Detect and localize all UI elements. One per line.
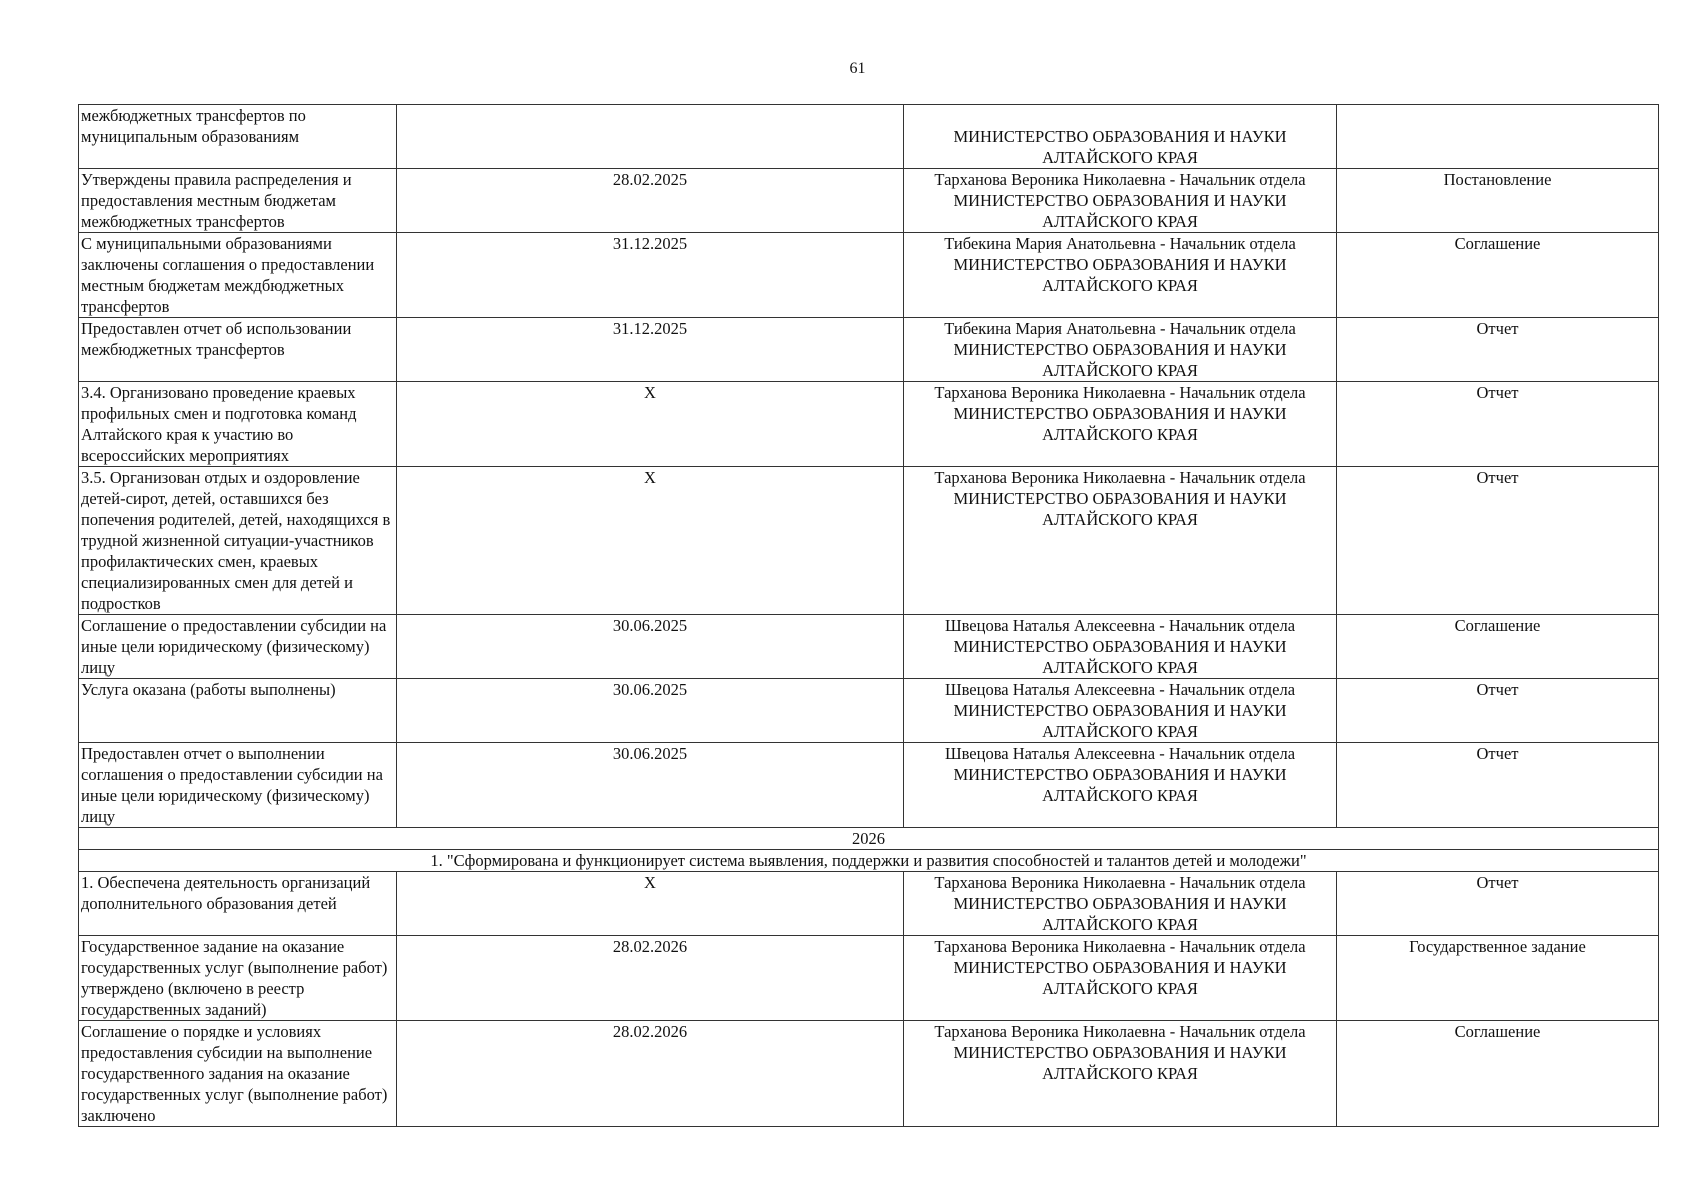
responsible-line: МИНИСТЕРСТВО ОБРАЗОВАНИЯ И НАУКИ: [953, 127, 1287, 146]
page-number: 61: [849, 60, 866, 77]
cell-responsible: [904, 872, 1337, 936]
cell-document: Отчет: [1337, 467, 1659, 615]
table-row: [79, 615, 1659, 679]
cell-event: Соглашение о предоставлении субсидии на иные цели юридическому (физическому) лицу: [79, 615, 397, 679]
cell-responsible: [904, 382, 1337, 467]
responsible-line: МИНИСТЕРСТВО ОБРАЗОВАНИЯ И НАУКИ: [953, 489, 1287, 508]
responsible-line: Тибекина Мария Анатольевна - Начальник отдела: [944, 319, 1296, 338]
cell-document: Соглашение: [1337, 1021, 1659, 1127]
cell-responsible: [904, 743, 1337, 828]
responsible-line: АЛТАЙСКОГО КРАЯ: [1042, 148, 1198, 167]
responsible-line: Тарханова Вероника Николаевна - Начальник отдела: [934, 383, 1306, 402]
responsible-line: МИНИСТЕРСТВО ОБРАЗОВАНИЯ И НАУКИ: [953, 958, 1287, 977]
responsible-line: АЛТАЙСКОГО КРАЯ: [1042, 361, 1198, 380]
plan-table: [78, 104, 1659, 1127]
cell-responsible: [904, 1021, 1337, 1127]
table-row: [79, 872, 1659, 936]
table-row: [79, 318, 1659, 382]
cell-event: Государственное задание на оказание государственных услуг (выполнение работ) утверждено (включено в реестр государственных заданий): [79, 936, 397, 1021]
cell-event: межбюджетных трансфертов по муниципальным образованиям: [79, 105, 397, 169]
responsible-line: МИНИСТЕРСТВО ОБРАЗОВАНИЯ И НАУКИ: [953, 191, 1287, 210]
cell-responsible: [904, 936, 1337, 1021]
cell-document: Отчет: [1337, 872, 1659, 936]
responsible-line: МИНИСТЕРСТВО ОБРАЗОВАНИЯ И НАУКИ: [953, 701, 1287, 720]
table-row: [79, 936, 1659, 1021]
cell-document: Постановление: [1337, 169, 1659, 233]
table-row: [79, 233, 1659, 318]
cell-event: 1. Обеспечена деятельность организаций дополнительного образования детей: [79, 872, 397, 936]
cell-date: 30.06.2025: [397, 743, 904, 828]
cell-responsible: [904, 615, 1337, 679]
responsible-line: МИНИСТЕРСТВО ОБРАЗОВАНИЯ И НАУКИ: [953, 894, 1287, 913]
responsible-line: АЛТАЙСКОГО КРАЯ: [1042, 979, 1198, 998]
year-row: [79, 828, 1659, 850]
responsible-line: АЛТАЙСКОГО КРАЯ: [1042, 212, 1198, 231]
cell-document: Отчет: [1337, 679, 1659, 743]
table-row: [79, 382, 1659, 467]
responsible-line: АЛТАЙСКОГО КРАЯ: [1042, 276, 1198, 295]
cell-date: 28.02.2025: [397, 169, 904, 233]
cell-date: X: [397, 872, 904, 936]
responsible-line: Тарханова Вероника Николаевна - Начальник отдела: [934, 170, 1306, 189]
table-body-2026: [79, 872, 1659, 1127]
cell-document: Соглашение: [1337, 233, 1659, 318]
responsible-line: МИНИСТЕРСТВО ОБРАЗОВАНИЯ И НАУКИ: [953, 404, 1287, 423]
responsible-line: МИНИСТЕРСТВО ОБРАЗОВАНИЯ И НАУКИ: [953, 765, 1287, 784]
responsible-line: МИНИСТЕРСТВО ОБРАЗОВАНИЯ И НАУКИ: [953, 1043, 1287, 1062]
cell-date: 28.02.2026: [397, 936, 904, 1021]
cell-event: Предоставлен отчет о выполнении соглашения о предоставлении субсидии на иные цели юридическому (физическому) лицу: [79, 743, 397, 828]
responsible-line: Швецова Наталья Алексеевна - Начальник отдела: [944, 616, 1296, 635]
cell-date: 31.12.2025: [397, 233, 904, 318]
table-row: [79, 169, 1659, 233]
section-header: 1. "Сформирована и функционирует система выявления, поддержки и развития способностей и талантов детей и молодежи": [79, 850, 1659, 872]
table-row: [79, 467, 1659, 615]
responsible-line: Тибекина Мария Анатольевна - Начальник отдела: [944, 234, 1296, 253]
cell-responsible: [904, 467, 1337, 615]
responsible-line: АЛТАЙСКОГО КРАЯ: [1042, 1064, 1198, 1083]
cell-date: X: [397, 382, 904, 467]
responsible-line: Швецова Наталья Алексеевна - Начальник отдела: [944, 680, 1296, 699]
responsible-line: Тарханова Вероника Николаевна - Начальник отдела: [934, 873, 1306, 892]
responsible-line: МИНИСТЕРСТВО ОБРАЗОВАНИЯ И НАУКИ: [953, 340, 1287, 359]
cell-responsible: [904, 679, 1337, 743]
cell-date: [397, 105, 904, 169]
responsible-line: Швецова Наталья Алексеевна - Начальник отдела: [944, 744, 1296, 763]
cell-document: Отчет: [1337, 382, 1659, 467]
section-row: [79, 850, 1659, 872]
table-body-headers: [79, 828, 1659, 872]
cell-event: Предоставлен отчет об использовании межбюджетных трансфертов: [79, 318, 397, 382]
responsible-line: АЛТАЙСКОГО КРАЯ: [1042, 658, 1198, 677]
responsible-line: Тарханова Вероника Николаевна - Начальник отдела: [934, 468, 1306, 487]
table-row: [79, 743, 1659, 828]
cell-responsible: [904, 169, 1337, 233]
responsible-line: [906, 105, 1334, 126]
table-row: [79, 1021, 1659, 1127]
cell-event: С муниципальными образованиями заключены соглашения о предоставлении местным бюджетам междбюджетных трансфертов: [79, 233, 397, 318]
responsible-line: МИНИСТЕРСТВО ОБРАЗОВАНИЯ И НАУКИ: [953, 637, 1287, 656]
cell-event: 3.4. Организовано проведение краевых профильных смен и подготовка команд Алтайского края к участию во всероссийских мероприятиях: [79, 382, 397, 467]
responsible-line: АЛТАЙСКОГО КРАЯ: [1042, 915, 1198, 934]
cell-event: 3.5. Организован отдых и оздоровление детей-сирот, детей, оставшихся без попечения родителей, детей, находящихся в трудной жизненной ситуации-участников профилактических смен, краевых специализированных смен для детей и подростков: [79, 467, 397, 615]
year-header: 2026: [79, 828, 1659, 850]
cell-document: Отчет: [1337, 318, 1659, 382]
cell-document: Отчет: [1337, 743, 1659, 828]
cell-document: [1337, 105, 1659, 169]
cell-date: 31.12.2025: [397, 318, 904, 382]
table-row: [79, 679, 1659, 743]
cell-event: Утверждены правила распределения и предоставления местным бюджетам межбюджетных трансфертов: [79, 169, 397, 233]
cell-date: X: [397, 467, 904, 615]
responsible-line: АЛТАЙСКОГО КРАЯ: [1042, 722, 1198, 741]
responsible-line: АЛТАЙСКОГО КРАЯ: [1042, 786, 1198, 805]
cell-responsible: [904, 233, 1337, 318]
cell-date: 28.02.2026: [397, 1021, 904, 1127]
cell-responsible: [904, 105, 1337, 169]
cell-event: Соглашение о порядке и условиях предоставления субсидии на выполнение государственного задания на оказание государственных услуг (выполнение работ) заключено: [79, 1021, 397, 1127]
cell-responsible: [904, 318, 1337, 382]
table-row: [79, 105, 1659, 169]
cell-date: 30.06.2025: [397, 615, 904, 679]
cell-document: Государственное задание: [1337, 936, 1659, 1021]
responsible-line: МИНИСТЕРСТВО ОБРАЗОВАНИЯ И НАУКИ: [953, 255, 1287, 274]
responsible-line: Тарханова Вероника Николаевна - Начальник отдела: [934, 1022, 1306, 1041]
cell-date: 30.06.2025: [397, 679, 904, 743]
cell-event: Услуга оказана (работы выполнены): [79, 679, 397, 743]
responsible-line: АЛТАЙСКОГО КРАЯ: [1042, 425, 1198, 444]
cell-document: Соглашение: [1337, 615, 1659, 679]
responsible-line: АЛТАЙСКОГО КРАЯ: [1042, 510, 1198, 529]
responsible-line: Тарханова Вероника Николаевна - Начальник отдела: [934, 937, 1306, 956]
table-body-2025: [79, 105, 1659, 828]
